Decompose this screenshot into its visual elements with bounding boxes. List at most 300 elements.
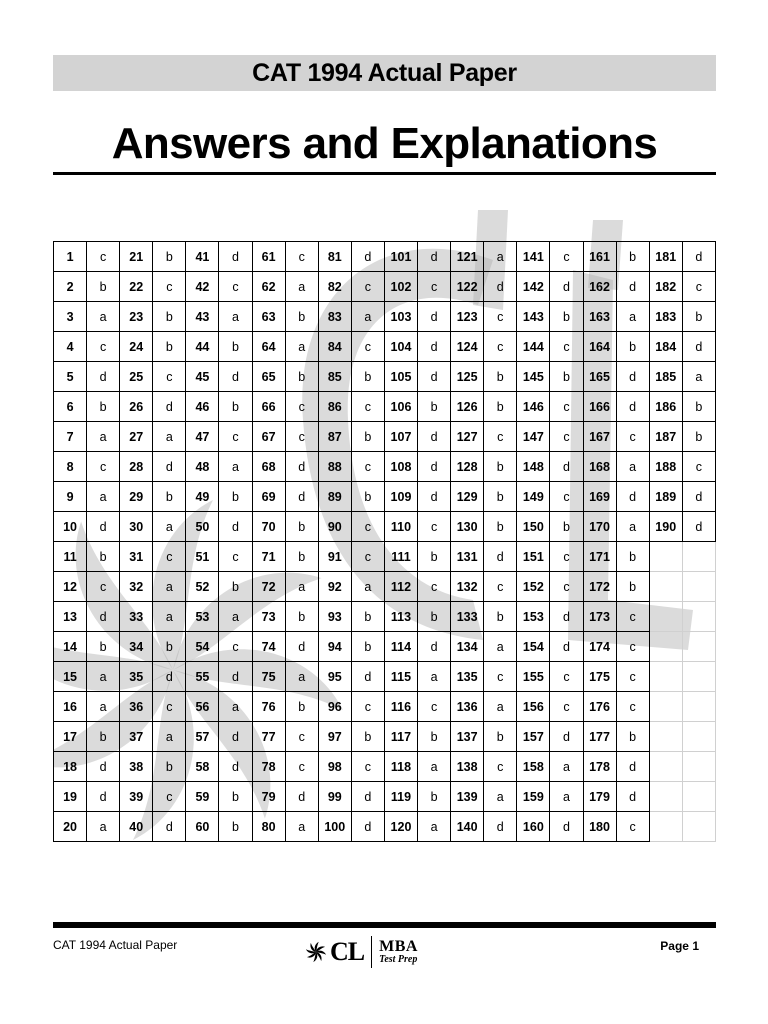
- question-number: 56: [186, 692, 219, 722]
- question-number: 18: [54, 752, 87, 782]
- question-number: 54: [186, 632, 219, 662]
- empty-cell: [649, 782, 682, 812]
- question-number: 83: [318, 302, 351, 332]
- question-number: 174: [583, 632, 616, 662]
- question-number: 146: [517, 392, 550, 422]
- question-number: 29: [120, 482, 153, 512]
- question-number: 126: [451, 392, 484, 422]
- answer-choice: d: [153, 812, 186, 842]
- question-number: 100: [318, 812, 351, 842]
- question-number: 2: [54, 272, 87, 302]
- footer-logo: [305, 932, 418, 972]
- answer-choice: d: [351, 782, 384, 812]
- answer-choice: c: [682, 452, 715, 482]
- answer-choice: a: [87, 422, 120, 452]
- question-number: 178: [583, 752, 616, 782]
- answer-choice: c: [550, 422, 583, 452]
- question-number: 147: [517, 422, 550, 452]
- answer-choice: d: [418, 482, 451, 512]
- answer-choice: c: [351, 272, 384, 302]
- answer-choice: a: [484, 692, 517, 722]
- empty-cell: [649, 602, 682, 632]
- answer-choice: d: [550, 722, 583, 752]
- answer-choice: c: [550, 332, 583, 362]
- question-number: 97: [318, 722, 351, 752]
- header-bar: [53, 55, 716, 91]
- question-number: 114: [384, 632, 417, 662]
- answer-choice: c: [153, 362, 186, 392]
- answer-choice: d: [219, 512, 252, 542]
- empty-cell: [649, 722, 682, 752]
- question-number: 165: [583, 362, 616, 392]
- answer-choice: b: [351, 422, 384, 452]
- answer-choice: d: [351, 662, 384, 692]
- answer-choice: b: [219, 482, 252, 512]
- question-number: 51: [186, 542, 219, 572]
- question-number: 5: [54, 362, 87, 392]
- question-number: 179: [583, 782, 616, 812]
- question-number: 132: [451, 572, 484, 602]
- question-number: 25: [120, 362, 153, 392]
- answer-choice: c: [484, 752, 517, 782]
- answer-choice: c: [153, 542, 186, 572]
- empty-cell: [649, 752, 682, 782]
- question-number: 46: [186, 392, 219, 422]
- answer-choice: d: [418, 422, 451, 452]
- question-number: 27: [120, 422, 153, 452]
- answer-choice: d: [87, 782, 120, 812]
- logo-tagline: [379, 939, 418, 965]
- answer-choice: c: [351, 692, 384, 722]
- answer-choice: d: [219, 242, 252, 272]
- answer-choice: b: [87, 542, 120, 572]
- answer-choice: c: [285, 392, 318, 422]
- answer-choice: a: [153, 602, 186, 632]
- answer-choice: b: [285, 512, 318, 542]
- question-number: 7: [54, 422, 87, 452]
- answer-choice: c: [550, 692, 583, 722]
- question-number: 167: [583, 422, 616, 452]
- question-number: 170: [583, 512, 616, 542]
- answer-choice: b: [285, 542, 318, 572]
- answer-choice: c: [616, 662, 649, 692]
- question-number: 9: [54, 482, 87, 512]
- question-number: 128: [451, 452, 484, 482]
- answer-choice: a: [616, 302, 649, 332]
- question-number: 86: [318, 392, 351, 422]
- answer-choice: c: [418, 272, 451, 302]
- table-row: [54, 362, 716, 392]
- answer-choice: a: [87, 812, 120, 842]
- question-number: 160: [517, 812, 550, 842]
- answer-choice: c: [87, 572, 120, 602]
- question-number: 105: [384, 362, 417, 392]
- answer-choice: b: [616, 332, 649, 362]
- answer-choice: c: [285, 722, 318, 752]
- question-number: 72: [252, 572, 285, 602]
- question-number: 17: [54, 722, 87, 752]
- answer-choice: b: [418, 392, 451, 422]
- question-number: 157: [517, 722, 550, 752]
- question-number: 120: [384, 812, 417, 842]
- question-number: 109: [384, 482, 417, 512]
- empty-cell: [682, 542, 715, 572]
- answer-choice: b: [682, 422, 715, 452]
- question-number: 99: [318, 782, 351, 812]
- answer-choice: d: [550, 632, 583, 662]
- answer-choice: d: [153, 392, 186, 422]
- answer-choice: a: [87, 482, 120, 512]
- answer-choice: c: [285, 242, 318, 272]
- question-number: 106: [384, 392, 417, 422]
- answer-choice: d: [153, 452, 186, 482]
- answer-choice: a: [418, 662, 451, 692]
- question-number: 145: [517, 362, 550, 392]
- question-number: 28: [120, 452, 153, 482]
- question-number: 23: [120, 302, 153, 332]
- question-number: 102: [384, 272, 417, 302]
- answer-choice: b: [87, 272, 120, 302]
- answer-choice: c: [351, 392, 384, 422]
- empty-cell: [649, 572, 682, 602]
- answer-choice: d: [682, 242, 715, 272]
- answer-choice: b: [616, 572, 649, 602]
- question-number: 79: [252, 782, 285, 812]
- question-number: 49: [186, 482, 219, 512]
- question-number: 115: [384, 662, 417, 692]
- question-number: 189: [649, 482, 682, 512]
- answer-choice: a: [418, 752, 451, 782]
- question-number: 10: [54, 512, 87, 542]
- answer-choice: c: [351, 752, 384, 782]
- question-number: 183: [649, 302, 682, 332]
- answer-choice: a: [484, 632, 517, 662]
- answer-choice: c: [616, 632, 649, 662]
- table-row: [54, 242, 716, 272]
- question-number: 89: [318, 482, 351, 512]
- question-number: 121: [451, 242, 484, 272]
- answer-choice: d: [682, 332, 715, 362]
- question-number: 98: [318, 752, 351, 782]
- question-number: 87: [318, 422, 351, 452]
- answer-choice: d: [616, 782, 649, 812]
- answer-choice: b: [153, 242, 186, 272]
- answer-choice: b: [351, 722, 384, 752]
- answer-choice: b: [418, 722, 451, 752]
- question-number: 96: [318, 692, 351, 722]
- table-row: [54, 782, 716, 812]
- empty-cell: [682, 692, 715, 722]
- answer-choice: c: [418, 692, 451, 722]
- question-number: 162: [583, 272, 616, 302]
- question-number: 4: [54, 332, 87, 362]
- table-row: [54, 332, 716, 362]
- answer-choice: c: [616, 422, 649, 452]
- question-number: 12: [54, 572, 87, 602]
- question-number: 116: [384, 692, 417, 722]
- empty-cell: [682, 572, 715, 602]
- question-number: 156: [517, 692, 550, 722]
- answer-choice: d: [219, 362, 252, 392]
- question-number: 60: [186, 812, 219, 842]
- answer-choice: b: [219, 572, 252, 602]
- question-number: 38: [120, 752, 153, 782]
- answer-choice: d: [219, 752, 252, 782]
- question-number: 103: [384, 302, 417, 332]
- question-number: 13: [54, 602, 87, 632]
- answer-choice: d: [87, 602, 120, 632]
- answer-choice: b: [285, 362, 318, 392]
- answer-choice: d: [285, 782, 318, 812]
- question-number: 44: [186, 332, 219, 362]
- title-divider: [53, 172, 716, 175]
- answer-choice: d: [682, 512, 715, 542]
- answer-choice: c: [484, 302, 517, 332]
- table-row: [54, 812, 716, 842]
- question-number: 118: [384, 752, 417, 782]
- answer-choice: d: [87, 752, 120, 782]
- question-number: 64: [252, 332, 285, 362]
- question-number: 119: [384, 782, 417, 812]
- question-number: 166: [583, 392, 616, 422]
- answer-choice: b: [87, 632, 120, 662]
- question-number: 52: [186, 572, 219, 602]
- answer-choice: b: [219, 812, 252, 842]
- question-number: 117: [384, 722, 417, 752]
- question-number: 43: [186, 302, 219, 332]
- question-number: 171: [583, 542, 616, 572]
- question-number: 1: [54, 242, 87, 272]
- answer-choice: c: [550, 572, 583, 602]
- question-number: 8: [54, 452, 87, 482]
- answer-choice: a: [550, 782, 583, 812]
- answer-choice: c: [153, 782, 186, 812]
- question-number: 173: [583, 602, 616, 632]
- answer-choice: b: [219, 392, 252, 422]
- answer-choice: d: [484, 542, 517, 572]
- question-number: 59: [186, 782, 219, 812]
- question-number: 90: [318, 512, 351, 542]
- table-row: [54, 692, 716, 722]
- question-number: 130: [451, 512, 484, 542]
- question-number: 140: [451, 812, 484, 842]
- table-row: [54, 392, 716, 422]
- question-number: 36: [120, 692, 153, 722]
- answer-choice: a: [616, 452, 649, 482]
- question-number: 176: [583, 692, 616, 722]
- question-number: 177: [583, 722, 616, 752]
- empty-cell: [649, 812, 682, 842]
- question-number: 47: [186, 422, 219, 452]
- answer-choice: c: [87, 332, 120, 362]
- answer-choice: b: [285, 692, 318, 722]
- answer-choice: a: [153, 512, 186, 542]
- table-row: [54, 512, 716, 542]
- table-row: [54, 452, 716, 482]
- question-number: 181: [649, 242, 682, 272]
- question-number: 22: [120, 272, 153, 302]
- answer-choice: d: [550, 272, 583, 302]
- question-number: 57: [186, 722, 219, 752]
- question-number: 61: [252, 242, 285, 272]
- question-number: 88: [318, 452, 351, 482]
- empty-cell: [649, 662, 682, 692]
- answer-choice: b: [484, 452, 517, 482]
- question-number: 158: [517, 752, 550, 782]
- answer-choice: c: [550, 482, 583, 512]
- answer-choice: a: [87, 692, 120, 722]
- answer-choice: a: [153, 572, 186, 602]
- table-row: [54, 602, 716, 632]
- answer-choice: d: [418, 242, 451, 272]
- question-number: 144: [517, 332, 550, 362]
- answer-choice: c: [550, 662, 583, 692]
- question-number: 148: [517, 452, 550, 482]
- logo-line-2: Test Prep: [379, 954, 418, 965]
- logo-separator: [371, 936, 372, 968]
- answer-choice: b: [351, 362, 384, 392]
- answer-choice: a: [285, 332, 318, 362]
- answer-choice: b: [484, 602, 517, 632]
- question-number: 82: [318, 272, 351, 302]
- question-number: 14: [54, 632, 87, 662]
- answer-choice: b: [682, 392, 715, 422]
- answer-choice: b: [616, 542, 649, 572]
- question-number: 45: [186, 362, 219, 392]
- question-number: 67: [252, 422, 285, 452]
- question-number: 80: [252, 812, 285, 842]
- answer-choice: d: [285, 482, 318, 512]
- answer-choice: c: [153, 692, 186, 722]
- answer-choice: d: [616, 362, 649, 392]
- table-row: [54, 662, 716, 692]
- question-number: 168: [583, 452, 616, 482]
- question-number: 187: [649, 422, 682, 452]
- answer-choice: b: [550, 302, 583, 332]
- question-number: 19: [54, 782, 87, 812]
- question-number: 75: [252, 662, 285, 692]
- question-number: 163: [583, 302, 616, 332]
- answer-choice: d: [418, 362, 451, 392]
- answer-choice: d: [682, 482, 715, 512]
- answer-choice: b: [285, 302, 318, 332]
- answer-choice: d: [550, 602, 583, 632]
- question-number: 122: [451, 272, 484, 302]
- question-number: 101: [384, 242, 417, 272]
- question-number: 33: [120, 602, 153, 632]
- question-number: 161: [583, 242, 616, 272]
- question-number: 16: [54, 692, 87, 722]
- question-number: 62: [252, 272, 285, 302]
- table-row: [54, 752, 716, 782]
- question-number: 42: [186, 272, 219, 302]
- answer-choice: d: [351, 242, 384, 272]
- page-number: Page 1: [660, 939, 699, 953]
- question-number: 131: [451, 542, 484, 572]
- answer-choice: b: [550, 512, 583, 542]
- answer-choice: c: [616, 602, 649, 632]
- question-number: 143: [517, 302, 550, 332]
- question-number: 184: [649, 332, 682, 362]
- answer-choice: d: [616, 482, 649, 512]
- question-number: 93: [318, 602, 351, 632]
- answer-choice: d: [87, 512, 120, 542]
- answer-choice: c: [219, 272, 252, 302]
- answer-key-table: [53, 241, 716, 842]
- answer-choice: c: [550, 242, 583, 272]
- question-number: 153: [517, 602, 550, 632]
- empty-cell: [682, 662, 715, 692]
- question-number: 11: [54, 542, 87, 572]
- answer-choice: b: [616, 242, 649, 272]
- question-number: 65: [252, 362, 285, 392]
- question-number: 66: [252, 392, 285, 422]
- question-number: 71: [252, 542, 285, 572]
- answer-choice: a: [550, 752, 583, 782]
- answer-choice: a: [285, 272, 318, 302]
- answer-choice: a: [351, 302, 384, 332]
- answer-choice: c: [351, 542, 384, 572]
- question-number: 70: [252, 512, 285, 542]
- answer-choice: a: [87, 662, 120, 692]
- answer-choice: b: [153, 302, 186, 332]
- question-number: 172: [583, 572, 616, 602]
- question-number: 149: [517, 482, 550, 512]
- answer-choice: a: [285, 812, 318, 842]
- question-number: 123: [451, 302, 484, 332]
- question-number: 15: [54, 662, 87, 692]
- answer-choice: a: [484, 242, 517, 272]
- question-number: 133: [451, 602, 484, 632]
- answer-choice: a: [219, 602, 252, 632]
- question-number: 41: [186, 242, 219, 272]
- question-number: 182: [649, 272, 682, 302]
- question-number: 73: [252, 602, 285, 632]
- answer-choice: c: [484, 572, 517, 602]
- empty-cell: [682, 782, 715, 812]
- answer-choice: a: [418, 812, 451, 842]
- answer-choice: c: [550, 392, 583, 422]
- page-title: Answers and Explanations: [111, 119, 658, 168]
- question-number: 78: [252, 752, 285, 782]
- question-number: 125: [451, 362, 484, 392]
- answer-choice: d: [418, 302, 451, 332]
- answer-choice: c: [484, 422, 517, 452]
- question-number: 63: [252, 302, 285, 332]
- question-number: 136: [451, 692, 484, 722]
- answer-choice: c: [616, 812, 649, 842]
- table-row: [54, 632, 716, 662]
- answer-choice: d: [219, 662, 252, 692]
- answer-choice: c: [682, 272, 715, 302]
- question-number: 77: [252, 722, 285, 752]
- table-row: [54, 722, 716, 752]
- question-number: 124: [451, 332, 484, 362]
- question-number: 31: [120, 542, 153, 572]
- table-row: [54, 572, 716, 602]
- question-number: 108: [384, 452, 417, 482]
- answer-choice: b: [153, 332, 186, 362]
- answer-choice: d: [87, 362, 120, 392]
- answer-choice: b: [484, 482, 517, 512]
- question-number: 68: [252, 452, 285, 482]
- answer-choice: a: [219, 452, 252, 482]
- answer-choice: a: [219, 302, 252, 332]
- answer-choice: b: [550, 362, 583, 392]
- answer-choice: a: [285, 662, 318, 692]
- question-number: 151: [517, 542, 550, 572]
- question-number: 129: [451, 482, 484, 512]
